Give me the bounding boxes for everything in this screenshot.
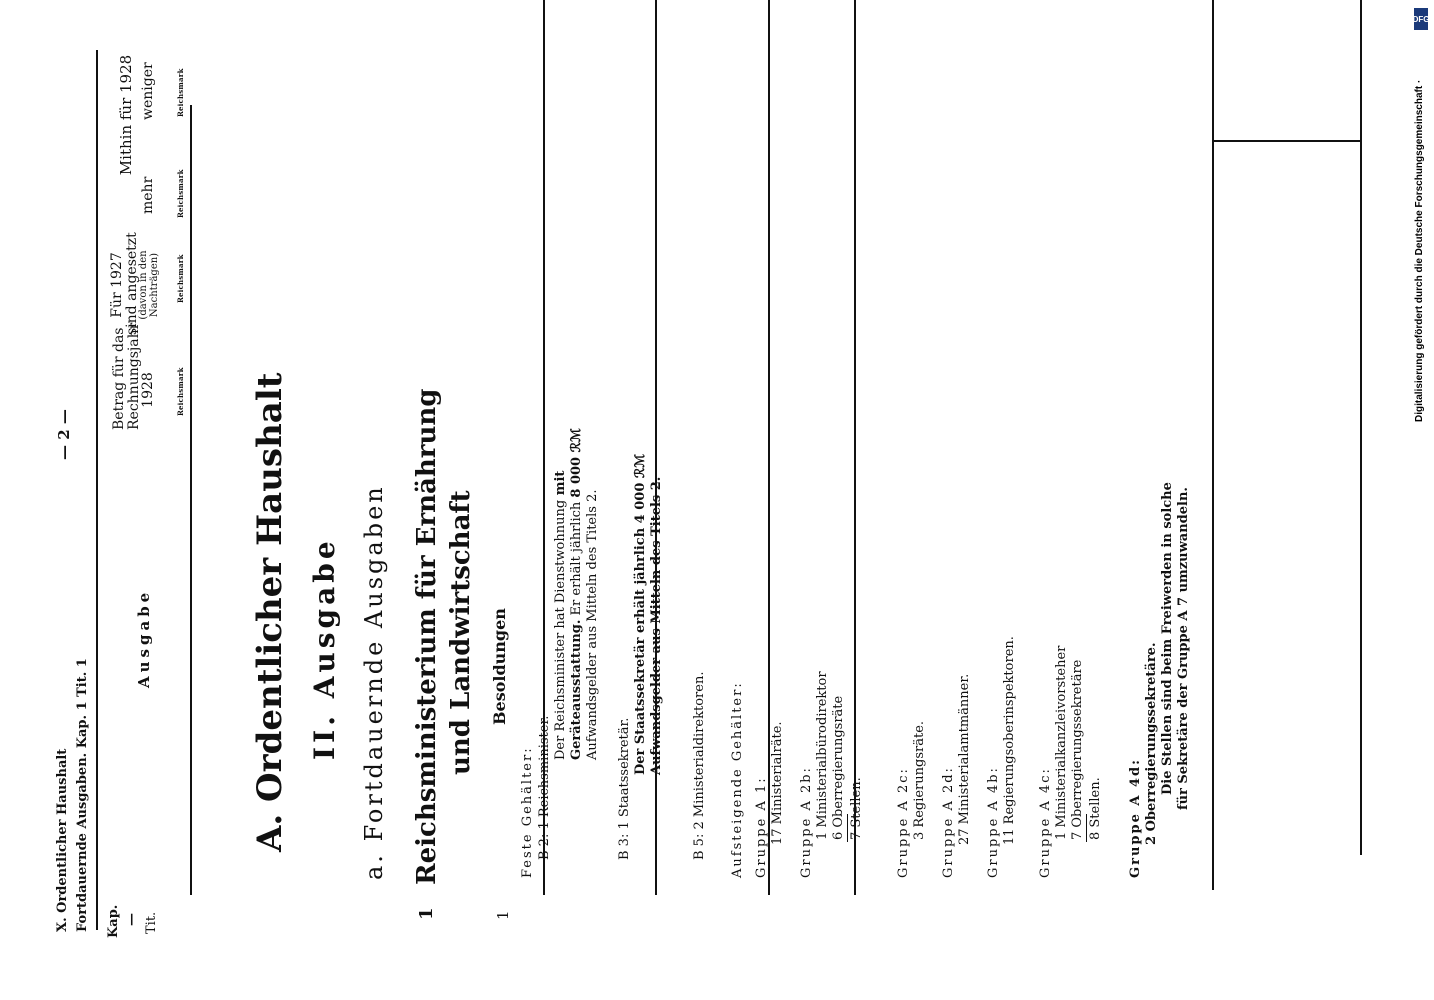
header-line-1: X. Ordentlicher Haushalt: [55, 748, 70, 932]
b2-note-2c: 8 000 ℛℳ: [569, 428, 584, 498]
gruppe-a4d-line: 2 Oberregierungssekretäre.: [1144, 642, 1159, 845]
title-ausgabe: II. Ausgabe: [308, 537, 341, 760]
b2-note-2b: Er erhält jährlich: [569, 497, 584, 620]
b2-note-2a: Geräteausstattung.: [569, 619, 584, 760]
b2-line: B 2: 1 Reichsminister.: [537, 715, 552, 860]
b2-note-1: [553, 471, 568, 760]
b3-note-2: Aufwandsgelder aus Mitteln des Titels 2.: [649, 476, 664, 775]
title-besoldungen: Besoldungen: [490, 608, 509, 725]
col-kap-label: Kap.: [106, 904, 121, 938]
gruppe-a2b: Gruppe A 2b:: [799, 766, 814, 878]
gruppe-a1: Gruppe A 1:: [754, 776, 769, 878]
b2-note-2: [569, 428, 584, 760]
credit-text: Digitalisierung gefördert durch die Deutsche Forschungsgemeinschaft ·: [1414, 79, 1425, 422]
aufsteigende-gehaelter: Aufsteigende Gehälter:: [730, 681, 745, 878]
b2-note-3: Aufwandsgelder aus Mitteln des Titels 2.: [585, 489, 600, 760]
gruppe-a2b-sum-rule: [847, 814, 848, 842]
gruppe-a4c-line-1: 1 Ministerialkanzleivorsteher: [1054, 645, 1069, 840]
gruppe-a2b-line-1: 1 Ministerialbürodirektor: [815, 671, 830, 840]
title-reichsministerium-1: Reichsministerium für Ernährung: [412, 388, 442, 885]
gruppe-a4c-line-2: 7 Oberregierungssekretäre: [1070, 659, 1085, 840]
col-ausgabe-label: Ausgabe: [135, 588, 153, 688]
fuer1927-line-3: (davon in den: [138, 250, 150, 320]
betrag-line-3: 1928: [140, 372, 157, 408]
gruppe-a2b-line-3: 7 Stellen.: [849, 777, 864, 840]
header-line-2: Fortdauernde Ausgaben. Kap. 1 Tit. 1: [75, 658, 90, 932]
gruppe-a4b: Gruppe A 4b:: [986, 766, 1001, 878]
title-ordentlicher-haushalt: A. Ordentlicher Haushalt: [250, 372, 290, 852]
mithin-divider: [1212, 140, 1362, 142]
frame-line-left: [96, 50, 98, 930]
gruppe-a4c: Gruppe A 4c:: [1038, 767, 1053, 878]
betrag-line-1: Betrag für das: [111, 327, 127, 430]
credit-sidebar: [1412, 40, 1428, 1000]
col-kap-sep: —: [124, 913, 139, 926]
gruppe-a4d-note-2: für Sekretäre der Gruppe A 7 umzuwandeln.: [1176, 487, 1191, 810]
gruppe-a4d-note-1: Die Stellen sind beim Freiwerden in solche: [1160, 482, 1175, 795]
feste-gehaelter: Feste Gehälter:: [520, 746, 535, 878]
col-sep-4: [854, 0, 856, 895]
tit-number: 1: [494, 910, 512, 920]
b3-line: B 3: 1 Staatssekretär.: [617, 717, 632, 860]
gruppe-a2c-line: 3 Regierungsräte.: [912, 720, 927, 840]
mehr-unit: Reichsmark: [176, 169, 185, 218]
betrag-unit: Reichsmark: [176, 367, 185, 416]
col-weniger-label: weniger: [140, 62, 156, 120]
gruppe-a2c: Gruppe A 2c:: [896, 767, 911, 878]
frame-line-header: [190, 105, 192, 895]
col-mehr-label: mehr: [140, 176, 156, 214]
fuer1927-line-4: Nachträgen): [148, 252, 160, 318]
b3-note-1: Der Staatssekretär erhält jährlich 4 000 ℛℳ: [633, 453, 648, 775]
fuer1927-line-2: sind angesetzt: [123, 232, 140, 335]
col-1927-header: [109, 232, 160, 335]
col-betrag-header: [111, 322, 157, 430]
gruppe-a2d-line: 27 Ministerialamtmänner.: [957, 673, 972, 845]
col-sep-5: [1212, 0, 1214, 890]
col-mithin-label: Mithin für 1928: [117, 54, 135, 176]
gruppe-a1-line: 17 Ministerialräte.: [770, 721, 785, 845]
b2-note-1b: mit: [553, 470, 568, 500]
betrag-line-2: Rechnungsjahr: [125, 322, 142, 430]
fuer1927-unit: Reichsmark: [176, 254, 185, 303]
fuer1927-line-1: Für 1927: [109, 252, 125, 318]
page-number: — 2 —: [55, 409, 73, 460]
col-tit-label: Tit.: [144, 911, 159, 934]
col-sep-6: [1360, 0, 1362, 855]
dfg-badge: DFG: [1414, 8, 1428, 30]
gruppe-a4d: Gruppe A 4d:: [1128, 758, 1143, 878]
gruppe-a4c-line-3: 8 Stellen.: [1088, 777, 1103, 840]
title-reichsministerium-2: und Landwirtschaft: [446, 490, 476, 775]
b2-note-1a: Der Reichsminister hat Dienstwohnung: [553, 499, 568, 760]
b5-line: B 5: 2 Ministerialdirektoren.: [692, 671, 707, 860]
gruppe-a4c-sum-rule: [1086, 814, 1087, 842]
weniger-unit: Reichsmark: [176, 68, 185, 117]
title-fortdauernde-ausgaben: a. Fortdauernde Ausgaben: [360, 484, 388, 880]
gruppe-a2b-line-2: 6 Oberregierungsräte: [831, 695, 846, 840]
gruppe-a2d: Gruppe A 2d:: [941, 766, 956, 878]
kap-number: 1: [416, 907, 437, 920]
gruppe-a4b-line: 11 Regierungsoberinspektoren.: [1002, 636, 1017, 845]
